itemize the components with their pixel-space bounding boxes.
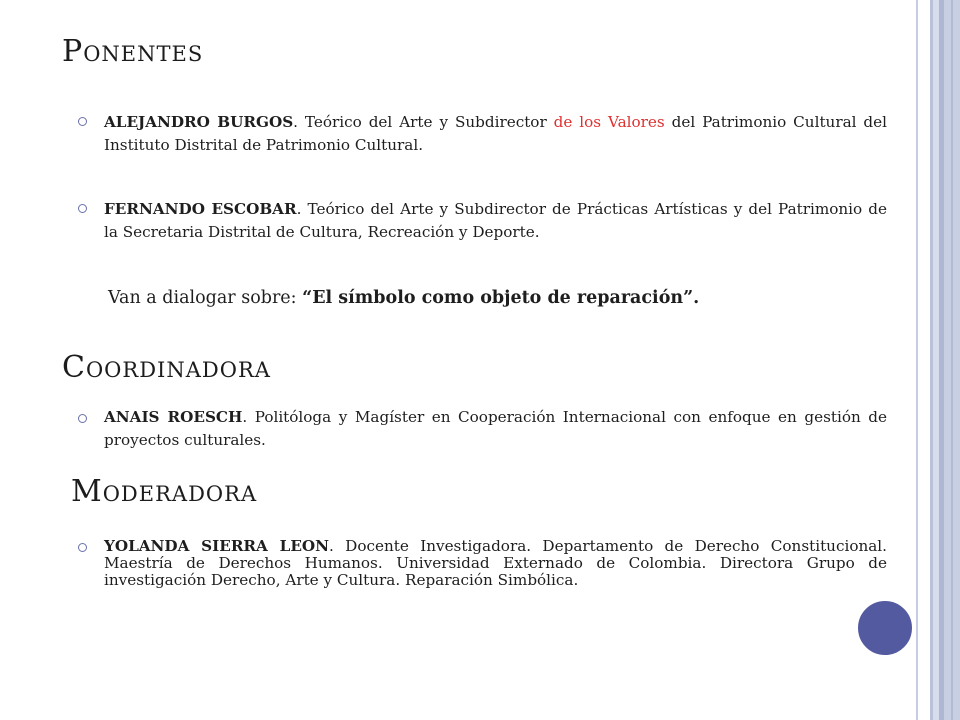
- speaker-alejandro-burgos: ALEJANDRO BURGOS. Teórico del Arte y Subdirector de los Valores del Patrimonio Cultural del Instituto Distrital de Patrimonio Cultural.: [104, 113, 887, 154]
- highlighted-text: de los Valores: [553, 113, 665, 131]
- topic-title: “El símbolo como objeto de reparación”.: [302, 288, 700, 308]
- decorative-circle: [856, 599, 914, 657]
- side-stripe: [918, 0, 930, 720]
- moderator-yolanda-sierra-leon: YOLANDA SIERRA LEON. Docente Investigadora. Departamento de Derecho Constitucional. Maestría de Derechos Humanos. Universidad Externado de Colombia. Directora Grupo de investigación Derecho, Arte y Cultura. Reparación Simbólica.: [104, 537, 887, 589]
- coordinator-name: ANAIS ROESCH: [104, 408, 243, 426]
- bullet-icon: [78, 414, 87, 423]
- bullet-icon: [78, 204, 87, 213]
- bullet-icon: [78, 117, 87, 126]
- heading-moderadora: MODERADORA: [71, 474, 258, 509]
- speaker-name: FERNANDO ESCOBAR: [104, 200, 297, 218]
- speaker-fernando-escobar: FERNANDO ESCOBAR. Teórico del Arte y Subdirector de Prácticas Artísticas y del Patrimonio de la Secretaria Distrital de Cultura, Recreación y Deporte.: [104, 200, 887, 241]
- coordinator-anais-roesch: ANAIS ROESCH. Politóloga y Magíster en Cooperación Internacional con enfoque en gestión de proyectos culturales.: [104, 408, 887, 449]
- bullet-icon: [78, 543, 87, 552]
- moderator-name: YOLANDA SIERRA LEON: [104, 537, 330, 555]
- speaker-name: ALEJANDRO BURGOS: [104, 113, 294, 131]
- dialog-topic: Van a dialogar sobre: “El símbolo como objeto de reparación”.: [108, 288, 700, 308]
- heading-ponentes: PONENTES: [62, 34, 204, 69]
- side-stripe: [951, 0, 953, 720]
- heading-coordinadora: COORDINADORA: [62, 350, 271, 385]
